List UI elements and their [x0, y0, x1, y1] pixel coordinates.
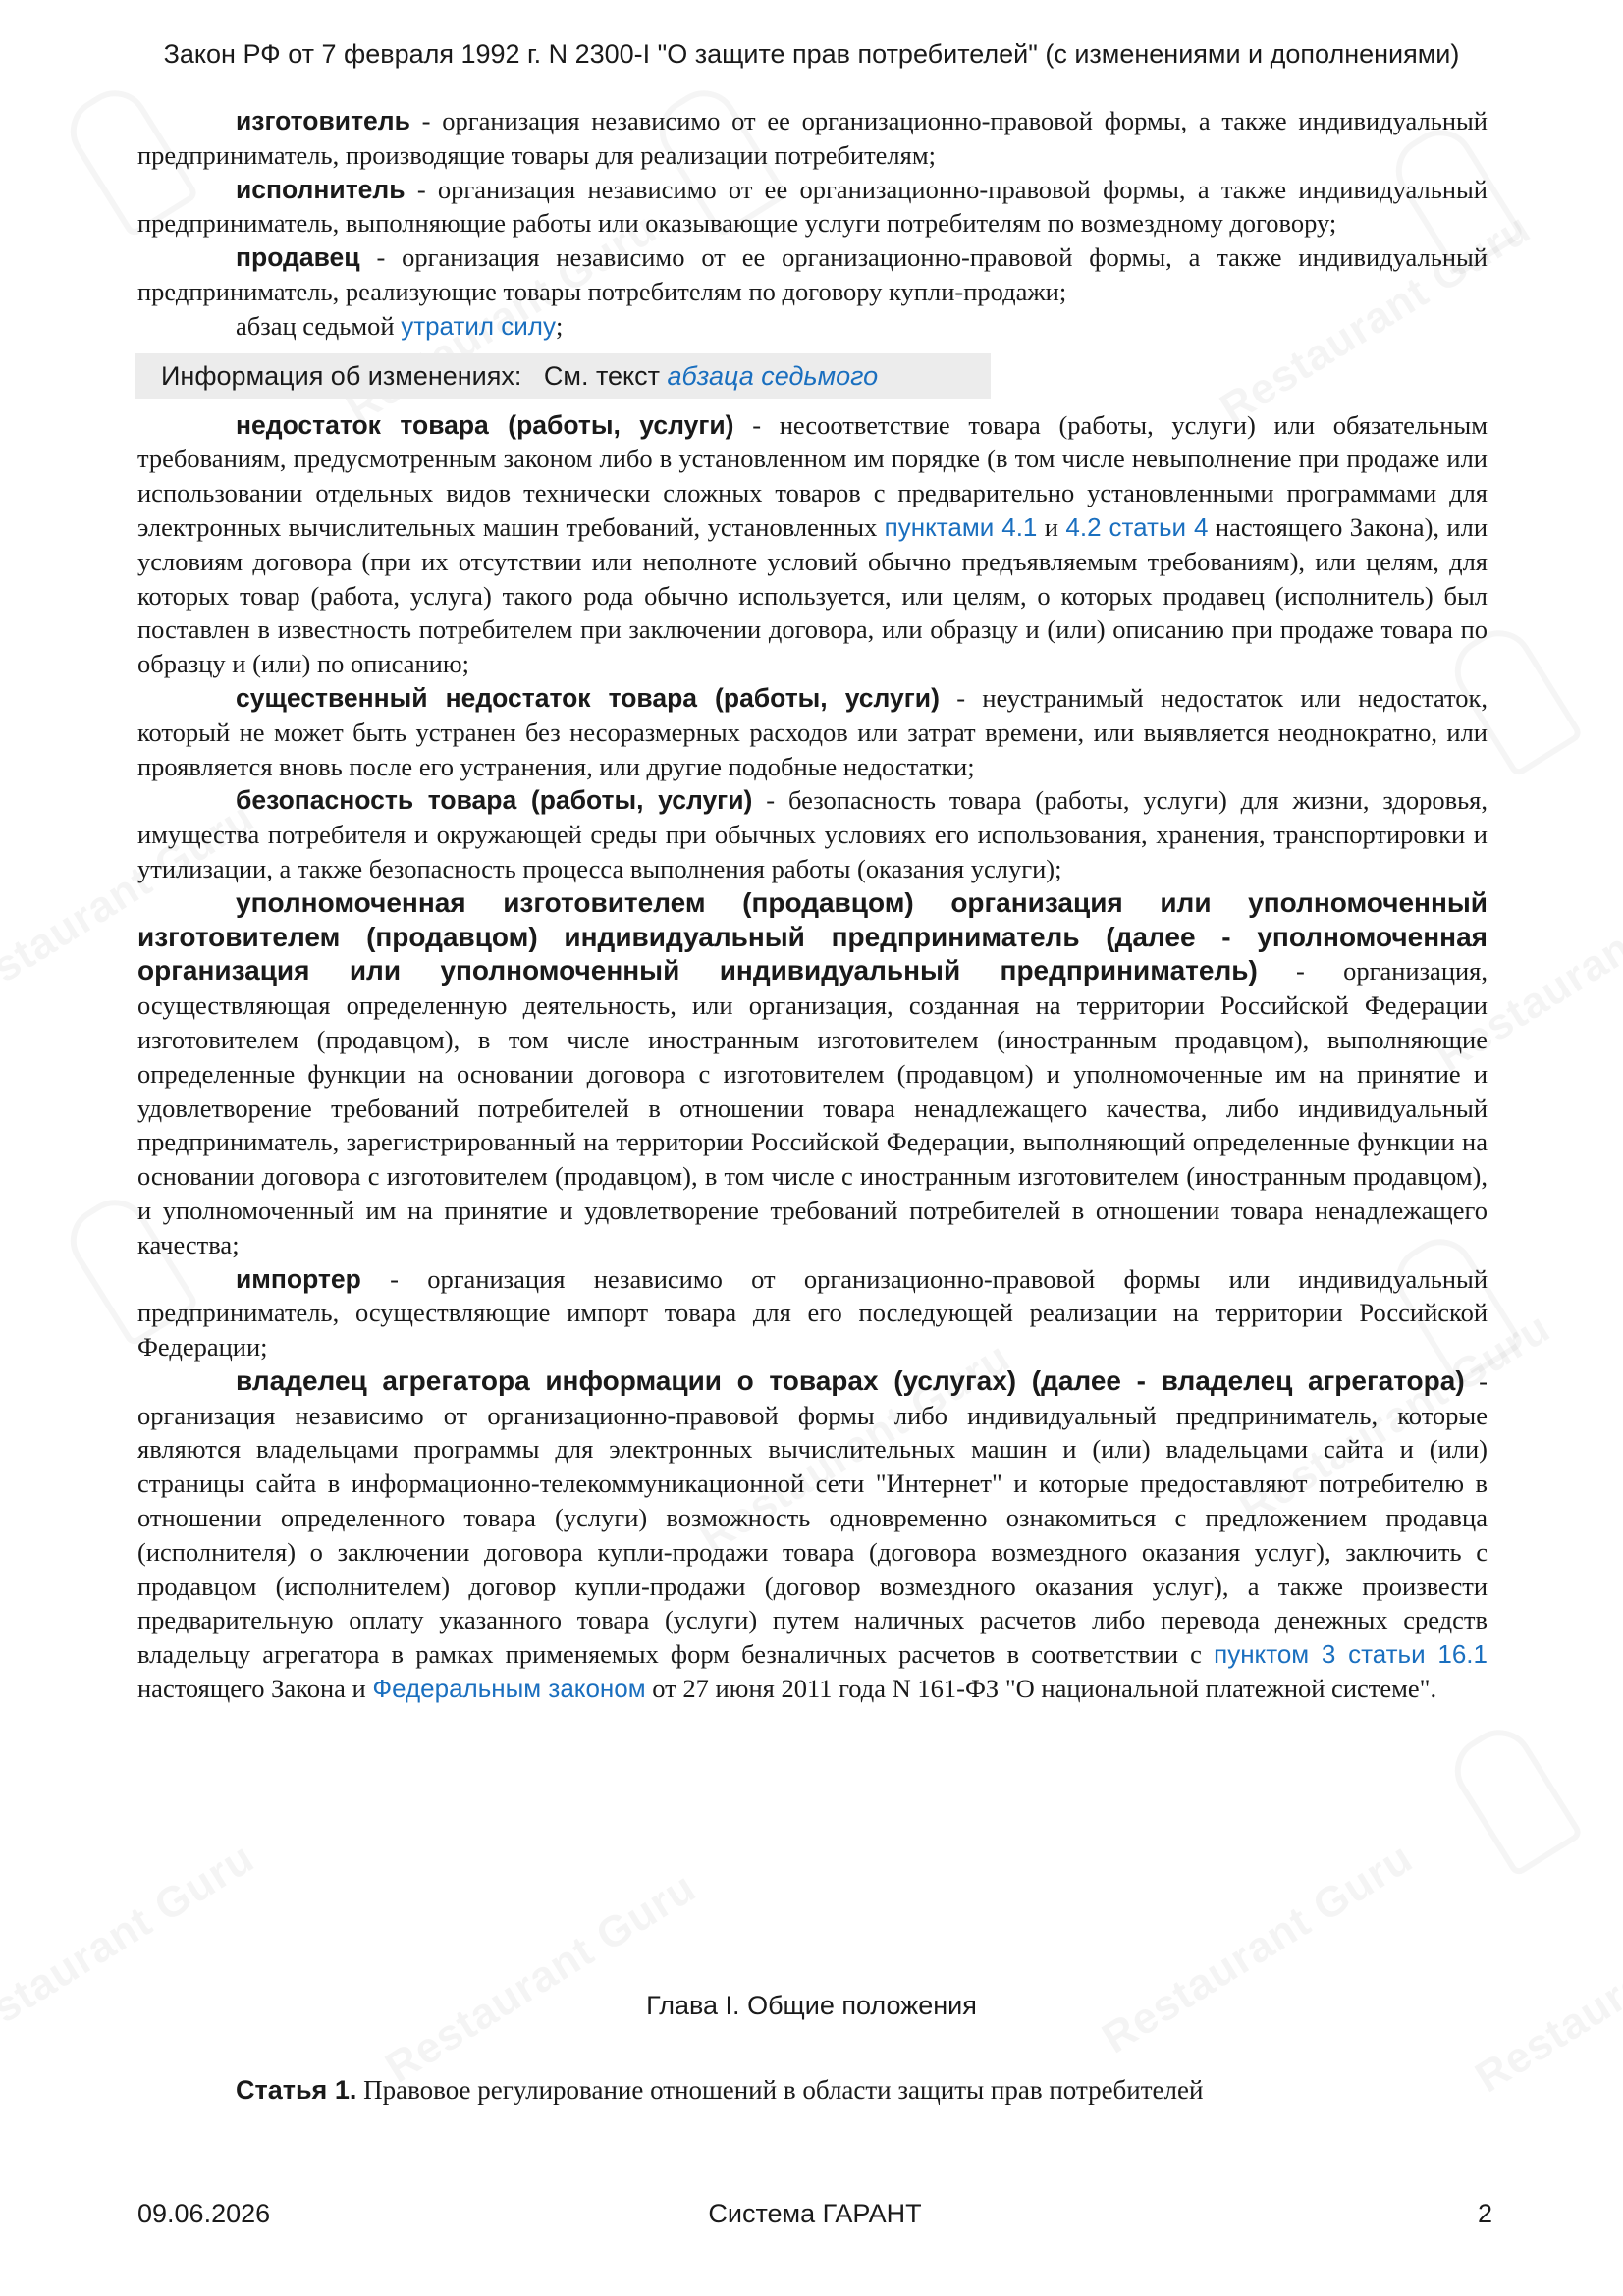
definition-text: - организация независимо от организационно-правовой формы или индивидуальный предприниматель, осуществляющие импорт товара для его последующей реализации на территории Российской Федерации; [137, 1263, 1488, 1362]
term: безопасность товара (работы, услуги) [236, 785, 753, 816]
article-4-2-link[interactable]: 4.2 статьи 4 [1065, 511, 1209, 542]
definition-importer [137, 1262, 1488, 1364]
article-16-1-link[interactable]: пунктом 3 статьи 16.1 [1214, 1639, 1488, 1670]
change-info-see: См. текст [543, 360, 668, 391]
definition-safety [137, 783, 1488, 885]
paragraph-seven-link[interactable]: абзаца седьмого [667, 360, 879, 391]
document-body [137, 104, 1488, 1706]
term: владелец агрегатора информации о товарах (услугах) (далее - владелец агрегатора) [236, 1364, 1465, 1396]
definition-text: от 27 июня 2011 года N 161-ФЗ "О национальной платежной системе". [645, 1674, 1437, 1704]
definition-text: и [1037, 511, 1066, 542]
points-4-1-link[interactable]: пунктами 4.1 [884, 511, 1038, 542]
term: существенный недостаток товара (работы, услуги) [236, 682, 940, 713]
definition-manufacturer [137, 104, 1488, 173]
term: недостаток товара (работы, услуги) [236, 409, 734, 440]
paragraph-text: абзац седьмой [236, 310, 402, 341]
term: изготовитель [236, 106, 410, 135]
definition-text: - организация независимо от ее организационно-правовой формы, а также индивидуальный предприниматель, производящие товары для реализации потребителям; [137, 106, 1488, 170]
watermark-text [0, 1834, 263, 2063]
definition-significant-defect [137, 681, 1488, 783]
chapter-title: Глава I. Общие положения [646, 1991, 977, 2020]
definition-contractor [137, 173, 1488, 241]
term: продавец [236, 242, 360, 273]
watermark-fork-icon [1442, 1717, 1585, 1878]
definition-text: - неустранимый недостаток или недостаток, который не может быть устранен без несоразмерных расходов или затрат времени, или выявляется неоднократно, или проявляется вновь после его устранения, или другие подобные недостатки; [137, 682, 1488, 781]
article-heading [236, 2075, 1203, 2106]
definition-text: - безопасность товара (работы, услуги) для жизни, здоровья, имущества потребителя и окружающей среды при обычных условиях его использования, хранения, транспортировки и утилизации, а также безопасность процесса выполнения работы (оказания услуги); [137, 785, 1488, 883]
watermark-text [377, 1863, 705, 2093]
watermark-text [1094, 1834, 1422, 2063]
watermark-text [1467, 1873, 1623, 2103]
definition-text: - несоответствие товара (работы, услуги) или обязательным требованиям, предусмотренным законом либо в установленном им порядке (в том числе невыполнение при продаже или использовании отдельных видов технически сложных товаров с предварительно установленными программами для электронных вычислительных машин требований, установленных [137, 409, 1488, 542]
definition-seller [137, 240, 1488, 309]
change-info-box [135, 353, 991, 399]
footer-system: Система ГАРАНТ [708, 2199, 922, 2228]
federal-law-link[interactable]: Федеральным законом [372, 1674, 646, 1704]
document-header: Закон РФ от 7 февраля 1992 г. N 2300-I "О защите прав потребителей" (с изменениями и дополнениями) [163, 39, 1460, 69]
definition-authorized [137, 886, 1488, 1262]
definition-text: - организация, осуществляющая определенную деятельность, или организация, созданная на территории Российской Федерации изготовителем (продавцом), в том числе иностранным изготовителем (иностранным продавцом), выполняющие определенные функции на основании договора с изготовителем (продавцом) и уполномоченные им на принятие и удовлетворение требований потребителей в отношении товара ненадлежащего качества, либо индивидуальный предприниматель, зарегистрированный на территории Российской Федерации, выполняющий определенные функции на основании договора с изготовителем (продавцом), в том числе с иностранным изготовителем (иностранным продавцом), и уполномоченный им на принятие и удовлетворение требований потребителей в отношении товара ненадлежащего качества; [137, 956, 1488, 1259]
definition-text: - организация независимо от ее организационно-правовой формы, а также индивидуальный предприниматель, выполняющие работы или оказывающие услуги потребителям по возмездному договору; [137, 174, 1488, 239]
term: импортер [236, 1263, 361, 1294]
definition-text: - организация независимо от ее организационно-правовой формы, а также индивидуальный предприниматель, реализующие товары потребителям по договору купли-продажи; [137, 242, 1488, 306]
definition-aggregator [137, 1364, 1488, 1706]
term: уполномоченная изготовителем (продавцом) организация или уполномоченный изготовителем (продавцом) индивидуальный предприниматель (далее - уполномоченная организация или уполномоченный индивидуальный предприниматель) [137, 886, 1488, 987]
definition-text: настоящего Закона и [137, 1674, 373, 1704]
article-title: Правовое регулирование отношений в области защиты прав потребителей [356, 2075, 1204, 2105]
paragraph-text: ; [555, 310, 564, 341]
definition-defect [137, 408, 1488, 681]
footer-date: 09.06.2026 [137, 2199, 271, 2228]
definition-text: - организация независимо от организационно-правовой формы либо индивидуальный предприниматель, которые являются владельцами программы для электронных вычислительных машин и (или) владельцами сайта и (или) страницы сайта в информационно-телекоммуникационной сети "Интернет" и которые предоставляют потребителю в отношении определенного товара (услуги) возможность одновременно ознакомиться с предложением продавца (исполнителя) о заключении договора купли-продажи товара (договора возмездного оказания услуг), заключить с продавцом (исполнителем) договор купли-продажи (договор возмездного оказания услуг), а также произвести предварительную оплату указанного товара (услуги) путем наличных расчетов либо перевода денежных средств владельцу агрегатора в рамках применяемых форм безналичных расчетов в соответствии с [137, 1365, 1488, 1670]
change-info-label: Информация об изменениях: [161, 360, 522, 391]
term: исполнитель [236, 174, 406, 204]
page-number: 2 [1477, 2199, 1492, 2228]
repealed-link[interactable]: утратил силу [401, 310, 556, 341]
paragraph-seventh-repealed [137, 309, 1488, 344]
definition-text: настоящего Закона), или условиям договора (при их отсутствии или неполноте условий обычно предъявляемым требованиям), или целям, для которых товар (работа, услуга) такого рода обычно используется, или целям, о которых продавец (исполнитель) был поставлен в известность потребителем при заключении договора, или образцу и (или) описанию при продаже товара по образцу и (или) по описанию; [137, 511, 1488, 679]
article-number: Статья 1. [236, 2075, 357, 2105]
